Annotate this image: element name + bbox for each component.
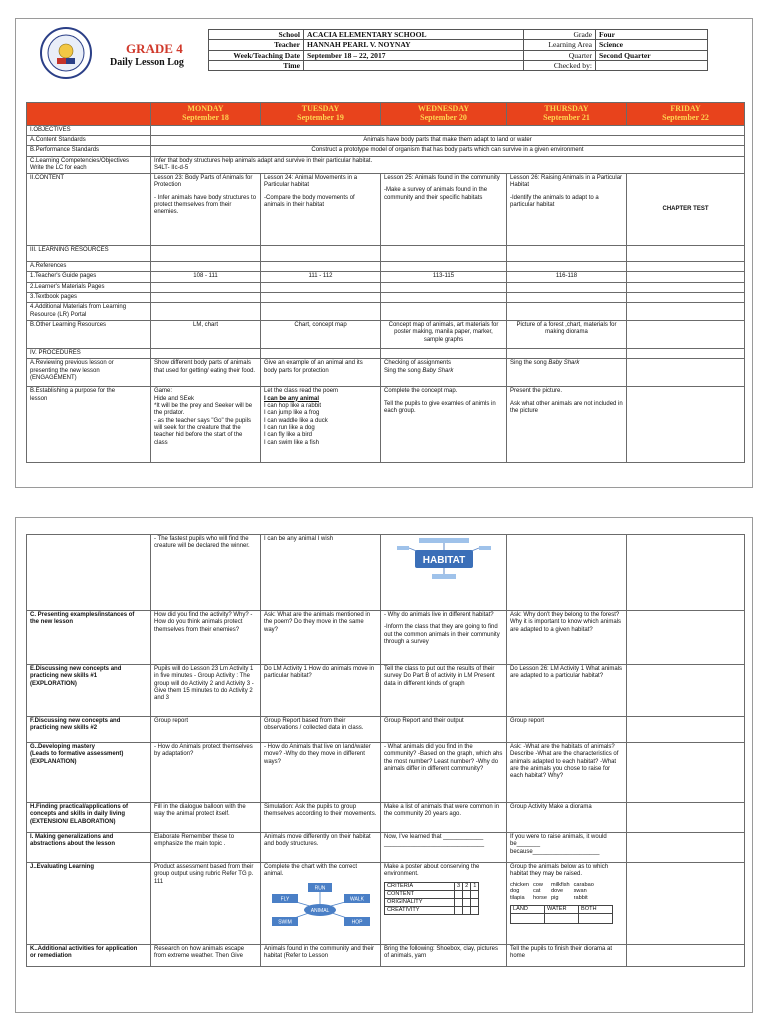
performance-standards-value: Construct a prototype model of organism that has body parts which can survive in a given environment (151, 146, 745, 156)
generalizations-label: I. Making generalizations and abstractions about the lesson (27, 833, 151, 863)
discussing-2-row (27, 717, 745, 743)
checked-label: Checked by: (524, 60, 596, 70)
additional-tuesday: Animals found in the community and their habitat (Refer to Lesson (261, 945, 381, 967)
discussing-1-tuesday: Do LM Activity 1 How do animals move in particular habitat? (261, 665, 381, 717)
content-wednesday: Lesson 25: Animals found in the community -Make a survey of animals found in the community and their specific habitats (381, 174, 507, 246)
establishing-row (27, 387, 745, 463)
week-value: September 18 – 22, 2017 (304, 50, 524, 60)
habitat-label: HABITAT (422, 555, 465, 566)
evaluating-tuesday: Complete the chart with the correct animal. RUN FLY WALK ANIMAL SWIM HOP (261, 863, 381, 945)
tg-wednesday: 113-115 (381, 272, 507, 282)
applications-monday: Fill in the dialogue balloon with the way the animal protect itself. (151, 803, 261, 833)
establishing-label: B.Establishing a purpose for the lesson (27, 387, 151, 463)
objectives-row (27, 125, 745, 135)
content-row (27, 174, 745, 246)
evaluating-wednesday: Make a poster about conserving the environment. CRITERIA 3 2 1 CONTENT ORIGINALITY CREATIVITY (381, 863, 507, 945)
competencies-value: Infer that body structures help animals adapt and survive in their particular habitat. S4LT- IIc-d-5 (151, 156, 745, 174)
establishing-wednesday: Complete the concept map. Tell the pupils to give examles of animls in each group. (381, 387, 507, 463)
header-info-table (208, 29, 708, 71)
additional-thursday: Tell the pupils to finish their diorama at home (507, 945, 627, 967)
applications-thursday: Group Activity Make a diorama (507, 803, 627, 833)
tg-thursday: 116-118 (507, 272, 627, 282)
school-value: ACACIA ELEMENTARY SCHOOL (304, 30, 524, 40)
discussing-1-row (27, 665, 745, 717)
competencies-label: C.Learning Competencies/Objectives Write the LC for each (27, 156, 151, 174)
continued-row (27, 535, 745, 611)
establishing-tuesday: Let the class read the poem I can be any animal I can hop like a rabbit I can jump like a frog I can waddle like a duck I can run like a dog I can fly like a bird I can swim like a fish (261, 387, 381, 463)
content-standards-row (27, 135, 745, 145)
discussing-2-monday: Group report (151, 717, 261, 743)
lesson-grid-page-1 (26, 102, 745, 463)
lr-portal-row (27, 303, 745, 321)
performance-standards-row (27, 146, 745, 156)
teacher-label: Teacher (209, 40, 304, 50)
presenting-monday: How did you find the activity? Why? -How do you think animals protect themselves from their enemies? (151, 611, 261, 665)
presenting-wednesday: - Why do animals live in different habitat? -Inform the class that they are going to find out the common animals in their community through a survey (381, 611, 507, 665)
discussing-1-thursday: Do Lesson 26: LM Activity 1 What animals are adapted to a particular habitat? (507, 665, 627, 717)
day-header-blank (27, 103, 151, 126)
reviewing-label: A.Reviewing previous lesson or presenting the new lesson (ENGAGEMENT) (27, 359, 151, 387)
objectives-label: I.OBJECTIVES (27, 125, 151, 135)
reviewing-wednesday: Checking of assignments Sing the song Baby Shark (381, 359, 507, 387)
time-label: Time (209, 60, 304, 70)
additional-row (27, 945, 745, 967)
animal-list: chicken cow milkfish carabao dog cat dove swan tilapia horse pig rabbit (510, 881, 594, 902)
reviewing-row (27, 359, 745, 387)
chart-box-hop: HOP (351, 919, 363, 926)
teachers-guide-label: 1.Teacher's Guide pages (27, 272, 151, 282)
poem-line: I can jump like a frog (264, 410, 320, 417)
tg-monday: 108 - 111 (151, 272, 261, 282)
grade-label: Grade (524, 30, 596, 40)
references-row (27, 262, 745, 272)
other-resources-label: B.Other Learning Resources (27, 321, 151, 349)
mastery-row (27, 743, 745, 803)
teachers-guide-row (27, 272, 745, 282)
mastery-label: G..Developing mastery (Leads to formative assessment) (EXPLANATION) (27, 743, 151, 803)
discussing-1-wednesday: Tell the class to put out the results of their survey Do Part B of activity in LM Present data in different kinds of graph (381, 665, 507, 717)
references-label: A.References (27, 262, 151, 272)
content-standards-value: Animals have body parts that make them adapt to land or water (151, 135, 745, 145)
week-label: Week/Teaching Date (209, 50, 304, 60)
presenting-row (27, 611, 745, 665)
other-tuesday: Chart, concept map (261, 321, 381, 349)
day-wednesday: WEDNESDAY September 20 (381, 103, 507, 126)
poem-line: I can swim like a fish (264, 439, 320, 446)
reviewing-thursday: Sing the song Baby Shark (507, 359, 627, 387)
mastery-wednesday: - What animals did you find in the community? -Based on the graph, which ahs the most number? Least number? -Why do animals differ in different community? (381, 743, 507, 803)
teacher-value: HANNAH PEARL V. NOYNAY (304, 40, 524, 50)
textbook-row (27, 293, 745, 303)
movement-chart-icon (264, 879, 376, 929)
establishing-thursday: Present the picture. Ask what other animals are not included in the picture (507, 387, 627, 463)
resources-row (27, 246, 745, 262)
applications-row (27, 803, 745, 833)
applications-tuesday: Simulation: Ask the pupils to group themselves according to their movements. (261, 803, 381, 833)
content-label: II.CONTENT (27, 174, 151, 246)
chart-box-walk: WALK (350, 896, 364, 903)
presenting-thursday: Ask: Why don't they belong to the forest? Why it is important to know which animals are adapted to a given habitat? (507, 611, 627, 665)
poem-line: I can run like a dog (264, 424, 315, 431)
evaluating-thursday: Group the animals below as to which habitat they may be raised. chicken cow milkfish carabao dog cat dove swan tilapia horse pig rabbit LAND WATER BOTH (507, 863, 627, 945)
content-tuesday: Lesson 24: Animal Movements in a Particular habitat -Compare the body movements of animals in their habitat (261, 174, 381, 246)
page-1 (15, 18, 753, 488)
mastery-monday: - How do Animals protect themselves by adaptation? (151, 743, 261, 803)
continued-tuesday: I can be any animal I wish (261, 535, 381, 611)
content-friday: CHAPTER TEST (627, 174, 745, 246)
discussing-1-label: E.Discussing new concepts and practicing new skills #1 (EXPLORATION) (27, 665, 151, 717)
additional-wednesday: Bring the following: Shoebox, clay, pictures of animals, yarn (381, 945, 507, 967)
additional-monday: Research on how animals escape from extreme weather. Then Give (151, 945, 261, 967)
discussing-2-thursday: Group report (507, 717, 627, 743)
day-tuesday: TUESDAY September 19 (261, 103, 381, 126)
evaluating-row (27, 863, 745, 945)
school-label: School (209, 30, 304, 40)
content-monday: Lesson 23: Body Parts of Animals for Protection - Infer animals have body structures to protect themselves from their enemies. (151, 174, 261, 246)
other-resources-row (27, 321, 745, 349)
learners-materials-label: 2.Learner's Materials Pages (27, 282, 151, 292)
additional-label: K..Additional activities for application or remediation (27, 945, 151, 967)
checked-value (596, 60, 708, 70)
other-thursday: Picture of a forest ,chart, materials for making diorama (507, 321, 627, 349)
page-2 (15, 517, 753, 1013)
quarter-value: Second Quarter (596, 50, 708, 60)
mastery-thursday: Ask: -What are the habitats of animals?Describe -What are the characteristics of animals adapted to each habitat? -What are the animals you chose to raise for each habitat? Why? (507, 743, 627, 803)
procedures-row (27, 349, 745, 359)
discussing-2-wednesday: Group Report and their output (381, 717, 507, 743)
time-value (304, 60, 524, 70)
generalizations-wednesday: Now, I've learned that ____________ ______________________________ (381, 833, 507, 863)
day-monday: MONDAY September 18 (151, 103, 261, 126)
generalizations-row (27, 833, 745, 863)
procedures-label: IV. PROCEDURES (27, 349, 151, 359)
habitat-grouping-table: LAND WATER BOTH (510, 905, 613, 924)
content-standards-label: A.Content Standards (27, 135, 151, 145)
other-monday: LM, chart (151, 321, 261, 349)
generalizations-tuesday: Animals move differently on their habitat and body structures. (261, 833, 381, 863)
discussing-2-label: F.Discussing new concepts and practicing new skills #2 (27, 717, 151, 743)
poem-line: I can fly like a bird (264, 432, 313, 439)
lesson-grid-page-2 (26, 534, 745, 967)
chart-box-swim: SWIM (278, 919, 292, 926)
competencies-row (27, 156, 745, 174)
generalizations-monday: Elaborate Remember these to emphasize the main topic . (151, 833, 261, 863)
rubric-table: CRITERIA 3 2 1 CONTENT ORIGINALITY CREATIVITY (384, 882, 479, 915)
poem-title: I can be any animal (264, 395, 320, 402)
area-value: Science (596, 40, 708, 50)
habitat-diagram-icon (389, 536, 499, 602)
lr-portal-label: 4.Additional Materials from Learning Resource (LR) Portal (27, 303, 151, 321)
area-label: Learning Area (524, 40, 596, 50)
chart-box-run: RUN (314, 885, 326, 892)
doc-title: Daily Lesson Log (110, 57, 184, 68)
continued-monday: - The fastest pupils who will find the creature will be declared the winner. (151, 535, 261, 611)
habitat-concept-map (381, 535, 507, 611)
chart-box-animal: ANIMAL (310, 907, 330, 914)
discussing-2-tuesday: Group Report based from their observations / collected data in class. (261, 717, 381, 743)
resources-label: III. LEARNING RESOURCES (27, 246, 151, 262)
chart-box-fly: FLY (280, 896, 290, 903)
day-thursday: THURSDAY September 21 (507, 103, 627, 126)
learners-materials-row (27, 282, 745, 292)
day-friday: FRIDAY September 22 (627, 103, 745, 126)
reviewing-tuesday: Give an example of an animal and its body parts for protection (261, 359, 381, 387)
applications-wednesday: Make a list of animals that were common in the community 20 years ago. (381, 803, 507, 833)
poem-line: I can waddle like a duck (264, 417, 328, 424)
deped-seal-icon (40, 27, 92, 79)
applications-label: H.Finding practical/applications of concepts and skills in daily living (EXTENSION/ ELABORATION) (27, 803, 151, 833)
presenting-label: C. Presenting examples/instances of the new lesson (27, 611, 151, 665)
day-header-row (27, 103, 745, 126)
reviewing-monday: Show different body parts of animals that used for getting/ eating their food. (151, 359, 261, 387)
performance-standards-label: B.Performance Standards (27, 146, 151, 156)
presenting-tuesday: Ask: What are the animals mentioned in the poem? Do they move in the same way? (261, 611, 381, 665)
poem-line: I can hop like a rabbit (264, 402, 322, 409)
generalizations-thursday: If you were to raise animals, it would be_______ because____________________ (507, 833, 627, 863)
other-wednesday: Concept map of animals, art materials for poster making, manila paper, marker, sample graphs (381, 321, 507, 349)
establishing-monday: Game: Hide and SEek *It will be the prey and Seeker will be the prdator. - as the teacher says "Go" the pupils will seek for the creature that the teacher hid before the start of the class (151, 387, 261, 463)
evaluating-monday: Product assessment based from their group output using rubric Refer TG p. 111 (151, 863, 261, 945)
tg-tuesday: 111 - 112 (261, 272, 381, 282)
quarter-label: Quarter (524, 50, 596, 60)
grade-value: Four (596, 30, 708, 40)
mastery-tuesday: - How do Animals that live on land/water move? -Why do they move in different ways? (261, 743, 381, 803)
content-thursday: Lesson 26: Raising Animals in a Particular Habitat -Identify the animals to adapt to a particular habitat (507, 174, 627, 246)
grade-title: GRADE 4 (126, 41, 183, 56)
evaluating-label: J..Evaluating Learning (27, 863, 151, 945)
textbook-label: 3.Textbook pages (27, 293, 151, 303)
discussing-1-monday: Pupils will do Lesson 23 Lm Activity 1 in five minutes - Group Activity : The group will do Activity 2 and Activity 3 - Give them 15 minutes to do Activity 2 and 3 (151, 665, 261, 717)
